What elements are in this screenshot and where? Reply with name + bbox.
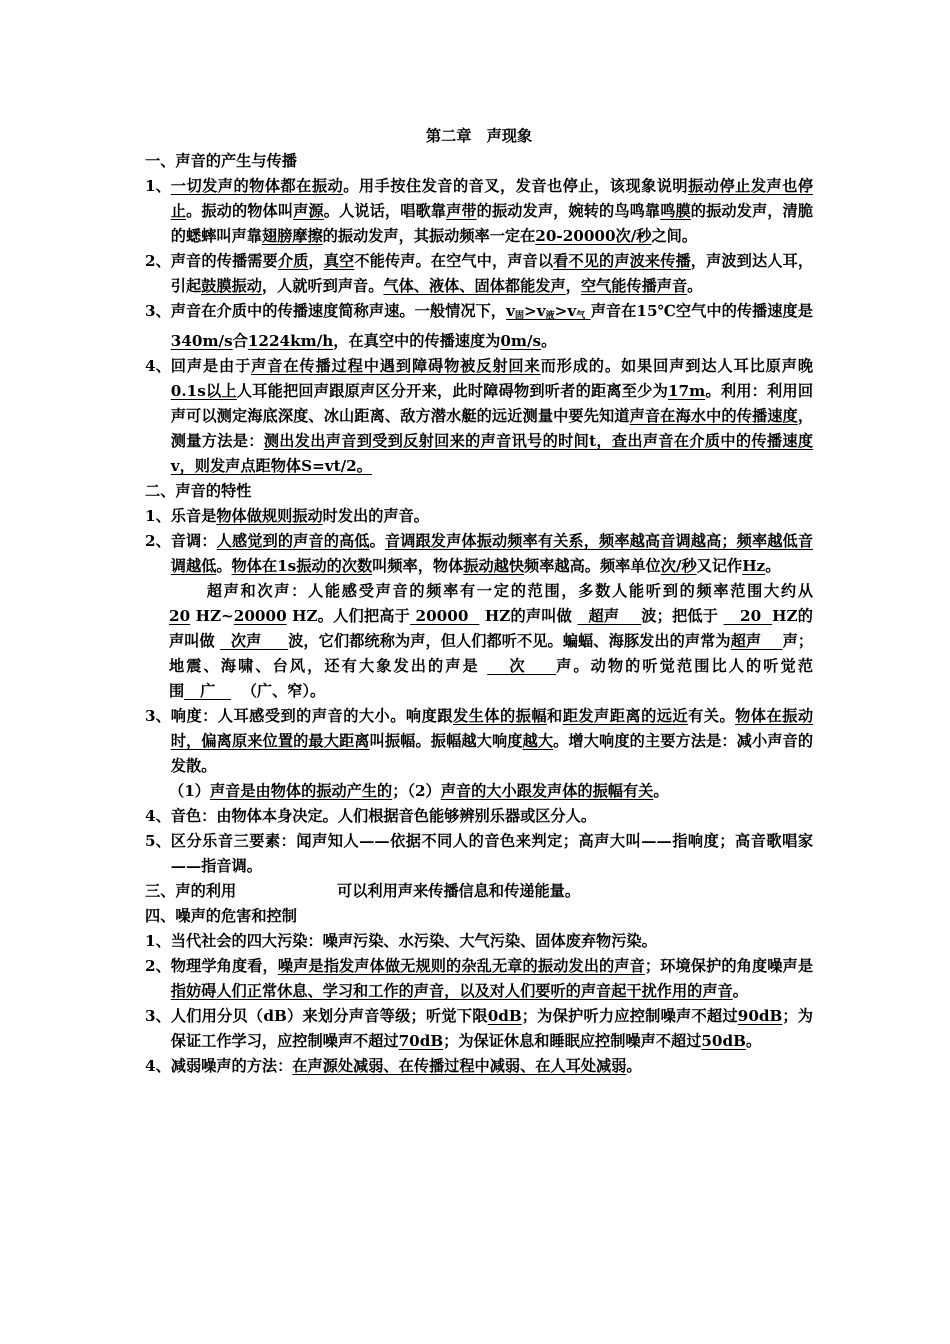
- document-page: [145, 124, 813, 1079]
- item-text: [171, 174, 813, 249]
- text-run: 又记作: [696, 557, 743, 575]
- text-run: ，: [565, 277, 581, 295]
- text-run: HZ。人们把高于: [292, 607, 411, 625]
- text-run: 。振动的物体叫: [186, 202, 294, 220]
- text-run: 广: [200, 682, 216, 700]
- text-run: 次: [509, 657, 527, 675]
- answer-blank: [487, 657, 556, 675]
- list-item: [145, 1054, 813, 1079]
- item-text: 当代社会的四大污染：噪声污染、水污染、大气污染、固体废弃物污染。: [170, 932, 657, 950]
- answer-blank: 振动停止发声也停止: [170, 177, 814, 220]
- text-run: HZ的声叫做: [169, 607, 813, 650]
- answer-blank: 声音是由物体的振动产生的: [209, 782, 393, 800]
- answer-blank: 测出发出声音到受到反射回来的声音讯号的时间t，查出声音在介质中的传播速度v，则发声点距物体S=vt/2。: [170, 432, 814, 475]
- text-run: 。利用：利用回声可以测定海底深度、冰山距离、敌方潜水艇的远近测量中要先知道: [170, 382, 814, 425]
- text-run: 。: [216, 557, 232, 575]
- list-item: [145, 299, 813, 354]
- answer-blank: 0dB: [487, 1007, 522, 1025]
- text-run: 音调：: [170, 532, 217, 550]
- list-item: [145, 174, 813, 249]
- text-run: HZ~: [195, 607, 234, 625]
- item-text: [171, 704, 813, 779]
- text-run: （1）: [169, 782, 210, 800]
- answer-blank: 翅膀摩擦: [261, 227, 323, 245]
- answer-blank: 噪声是指发声体做无规则的杂乱无章的振动发出的声音: [277, 957, 645, 975]
- section-heading-4: 四、噪声的危害和控制: [145, 907, 297, 925]
- answer-blank: [578, 607, 642, 625]
- item-text: 音色：由物体本身决定。人们根据音色能够辨别乐器或区分人。: [170, 807, 597, 825]
- item-number: 3、: [145, 707, 171, 725]
- answer-blank: 鼓膜振动: [201, 277, 262, 295]
- answer-blank: 气体、液体、固体都能发声: [383, 277, 566, 295]
- text-run: 和: [547, 707, 563, 725]
- text-run: 。: [745, 1032, 762, 1050]
- text-run: ；为保证休息和睡眠应控制噪声不超过: [443, 1032, 702, 1050]
- answer-blank: 70dB: [398, 1032, 444, 1050]
- list-item: [145, 249, 813, 299]
- answer-blank: [724, 607, 773, 625]
- subscript: 固: [514, 311, 524, 321]
- text-run: 声；地震、海啸、台风，还有大象发出的声是: [169, 632, 814, 675]
- text-run: 有关。: [688, 707, 736, 725]
- item-text: [171, 1004, 813, 1054]
- subscript: 液: [545, 311, 555, 321]
- answer-blank: 在声源处减弱、在传播过程中减弱、在人耳处减弱: [292, 1057, 627, 1075]
- text-run: 人耳能把回声跟原声区分开来，此时障碍物到听者的距离至少为: [236, 382, 668, 400]
- answer-blank: 振动越快: [463, 557, 525, 575]
- answer-blank: 50dB: [701, 1032, 746, 1050]
- answer-blank: 次/秒: [660, 557, 697, 575]
- item-number: 2、: [145, 252, 171, 270]
- item-text: [171, 1054, 813, 1079]
- text-run: 。: [653, 782, 669, 800]
- text-run: ，: [308, 252, 324, 270]
- text-run: v: [506, 302, 515, 320]
- answer-blank: 0m/s: [500, 332, 542, 350]
- item-number: 1、: [145, 932, 171, 950]
- text-run: 叫振幅。振幅越大响度: [369, 732, 523, 750]
- text-run: 回声是由于: [170, 357, 252, 375]
- text-run: 时发出的声音。: [322, 507, 429, 525]
- item-text: [171, 249, 813, 299]
- text-run: 。: [369, 532, 385, 550]
- text-run: 超声: [730, 632, 762, 650]
- text-run: ；环境保护的角度噪声是: [644, 957, 814, 975]
- answer-blank: 音调跟发声体振动频率有关系，频率越高音调越高；频率越低音调越低: [170, 532, 814, 575]
- text-run: 波；把低于: [641, 607, 719, 625]
- answer-blank: [220, 632, 288, 650]
- text-run: （广、窄）。: [241, 682, 326, 700]
- item-number: 1、: [145, 507, 171, 525]
- list-item: [145, 829, 813, 879]
- answer-blank: 声音的大小跟发声体的振幅有关: [440, 782, 654, 800]
- text-run: 物理学角度看，: [170, 957, 278, 975]
- text-run: ，声波到达人耳，引起: [170, 252, 814, 295]
- item-number: 1、: [145, 177, 171, 195]
- text-run: ；为保护听力应控制噪声不超过: [521, 1007, 738, 1025]
- text-run: 减弱噪声的方法：: [170, 1057, 293, 1075]
- item-number: 2、: [145, 957, 171, 975]
- section-text: 可以利用声来传播信息和传递能量。: [337, 882, 580, 900]
- list-item: [145, 954, 813, 1004]
- text-run: 的振动发声，清脆的蟋蟀叫声靠: [170, 202, 814, 245]
- text-run: >v: [554, 302, 577, 320]
- loudness-subpoints: [145, 779, 813, 804]
- answer-blank: 距发声距离的远近: [562, 707, 689, 725]
- text-run: 。: [732, 982, 748, 1000]
- item-text: [171, 354, 813, 479]
- answer-blank: 物体在1s振动的次数: [231, 557, 373, 575]
- text-run: 之间。: [651, 227, 698, 245]
- answer-blank: 发生体的振幅: [452, 707, 547, 725]
- answer-blank: 90dB: [737, 1007, 783, 1025]
- answer-blank: [731, 632, 783, 650]
- text-run: 波，它们都统称为声，但人们都听不见。蝙蝠、海豚发出的声常为: [288, 632, 731, 650]
- text-run: 。用手按住发音的音叉，发音也停止，该现象说明: [343, 177, 689, 195]
- answer-blank: 看不见的声波来传播: [553, 252, 691, 270]
- section-heading-1: 一、声音的产生与传播: [145, 152, 297, 170]
- section-heading-3: [145, 879, 813, 904]
- answer-blank: 鸣膜: [660, 202, 691, 220]
- text-run: 20: [740, 607, 762, 625]
- answer-blank: 越大: [522, 732, 554, 750]
- text-run: 的振动发声，其振动频率一定在: [322, 227, 536, 245]
- text-run: 声音在15℃空气中的传播速度是: [590, 302, 813, 320]
- text-run: 声。动物的听觉范围比人的听觉范围: [169, 657, 814, 700]
- item-text: [171, 299, 813, 354]
- answer-blank: Hz: [742, 557, 766, 575]
- text-run: 。: [765, 557, 781, 575]
- text-run: 。人说话，唱歌靠: [323, 202, 447, 220]
- text-run: 声音在介质中的传播速度简称声速。一般情况下，: [170, 302, 507, 320]
- answer-blank: 真空: [323, 252, 355, 270]
- answer-blank: [184, 682, 231, 700]
- text-run: 超声: [588, 607, 620, 625]
- answer-blank: 指妨碍人们正常休息、学习和工作的声音，以及对人们要听的声音起干扰作用的声音: [170, 982, 733, 1000]
- item-number: 3、: [145, 1007, 171, 1025]
- answer-blank: 340m/s: [170, 332, 233, 350]
- subscript: 气: [576, 311, 586, 321]
- answer-blank: 0.1s以上: [170, 382, 237, 400]
- answer-blank: 空气能传播声音: [580, 277, 688, 295]
- text-run: ，在真空中的传播速度为: [333, 332, 501, 350]
- text-run: 响度：人耳感受到的声音的大小。响度跟: [170, 707, 453, 725]
- text-run: 而形成的。如果回声到达人耳比原声晚: [540, 357, 813, 375]
- text-run: ，测量方法是：: [170, 407, 814, 450]
- text-run: ，人就听到声音。: [261, 277, 384, 295]
- item-number: 2、: [145, 532, 171, 550]
- item-text: [171, 529, 813, 579]
- list-item: [145, 704, 813, 779]
- answer-blank: 声带: [446, 202, 477, 220]
- list-item: [145, 804, 813, 829]
- list-item: [145, 354, 813, 479]
- text-run: 。增大响度的主要方法是：减小声音的发散。: [170, 732, 814, 775]
- text-run: 不能传声。在空气中，声音以: [354, 252, 554, 270]
- speed-relation: [506, 302, 591, 320]
- list-item: [145, 929, 813, 954]
- answer-blank: 20: [169, 607, 191, 625]
- answer-blank: 17m: [667, 382, 706, 400]
- answer-blank: 20-20000次/秒: [535, 227, 652, 245]
- item-text: [171, 954, 813, 1004]
- item-number: 4、: [145, 807, 171, 825]
- text-run: 的振动发声，婉转的鸟鸣靠: [476, 202, 661, 220]
- answer-blank: 1224km/h: [247, 332, 334, 350]
- answer-blank: 人感觉到的声音的高低: [216, 532, 370, 550]
- text-run: 。: [541, 332, 557, 350]
- chapter-title: 第二章 声现象: [425, 127, 533, 145]
- text-run: 超声和次声：人能感受声音的频率有一定的范围，多数人能听到的频率范围大约从: [205, 582, 813, 600]
- ultrasound-paragraph: [145, 579, 813, 704]
- answer-blank: 声音在传播过程中遇到障碍物被反射回来: [251, 357, 541, 375]
- text-run: 人们用分贝（dB）来划分声音等级；听觉下限: [170, 1007, 488, 1025]
- text-run: 20000: [415, 607, 469, 625]
- text-run: >v: [524, 302, 546, 320]
- item-number: 4、: [145, 1057, 171, 1075]
- text-run: 。: [687, 277, 703, 295]
- answer-blank: 20000: [233, 607, 287, 625]
- list-item: [145, 529, 813, 579]
- text-run: 乐音是: [170, 507, 217, 525]
- answer-blank: 物体做规则振动: [216, 507, 323, 525]
- answer-blank: 声音在海水中的传播速度: [629, 407, 798, 425]
- answer-blank: 声源: [293, 202, 324, 220]
- text-run: ；为保证工作学习，应控制噪声不超过: [170, 1007, 813, 1050]
- list-item: [145, 1004, 813, 1054]
- text-run: 频率越高。频率单位: [524, 557, 661, 575]
- section-heading-2: 二、声音的特性: [145, 482, 252, 500]
- text-run: 声音的传播需要: [170, 252, 278, 270]
- answer-blank: [410, 607, 479, 625]
- list-item: [145, 504, 813, 529]
- answer-blank: 物体在振动时，偏离原来位置的最大距离: [170, 707, 814, 750]
- item-number: 4、: [145, 357, 171, 375]
- answer-blank: 一切发声的物体都在振动: [170, 177, 344, 195]
- section-title: 三、声的利用: [145, 882, 237, 900]
- answer-blank: 介质: [277, 252, 309, 270]
- text-run: 次声: [230, 632, 262, 650]
- text-run: 叫频率，物体: [372, 557, 464, 575]
- item-text: 区分乐音三要素：闻声知人——依据不同人的音色来判定；高声大叫——指响度；高音歌唱家——指音调。: [170, 832, 813, 875]
- text-run: HZ的声叫做: [484, 607, 573, 625]
- text-run: ；（2）: [392, 782, 441, 800]
- text-run: 。: [626, 1057, 642, 1075]
- text-run: 合: [232, 332, 248, 350]
- item-number: 5、: [145, 832, 171, 850]
- item-number: 3、: [145, 302, 171, 320]
- item-text: [171, 504, 813, 529]
